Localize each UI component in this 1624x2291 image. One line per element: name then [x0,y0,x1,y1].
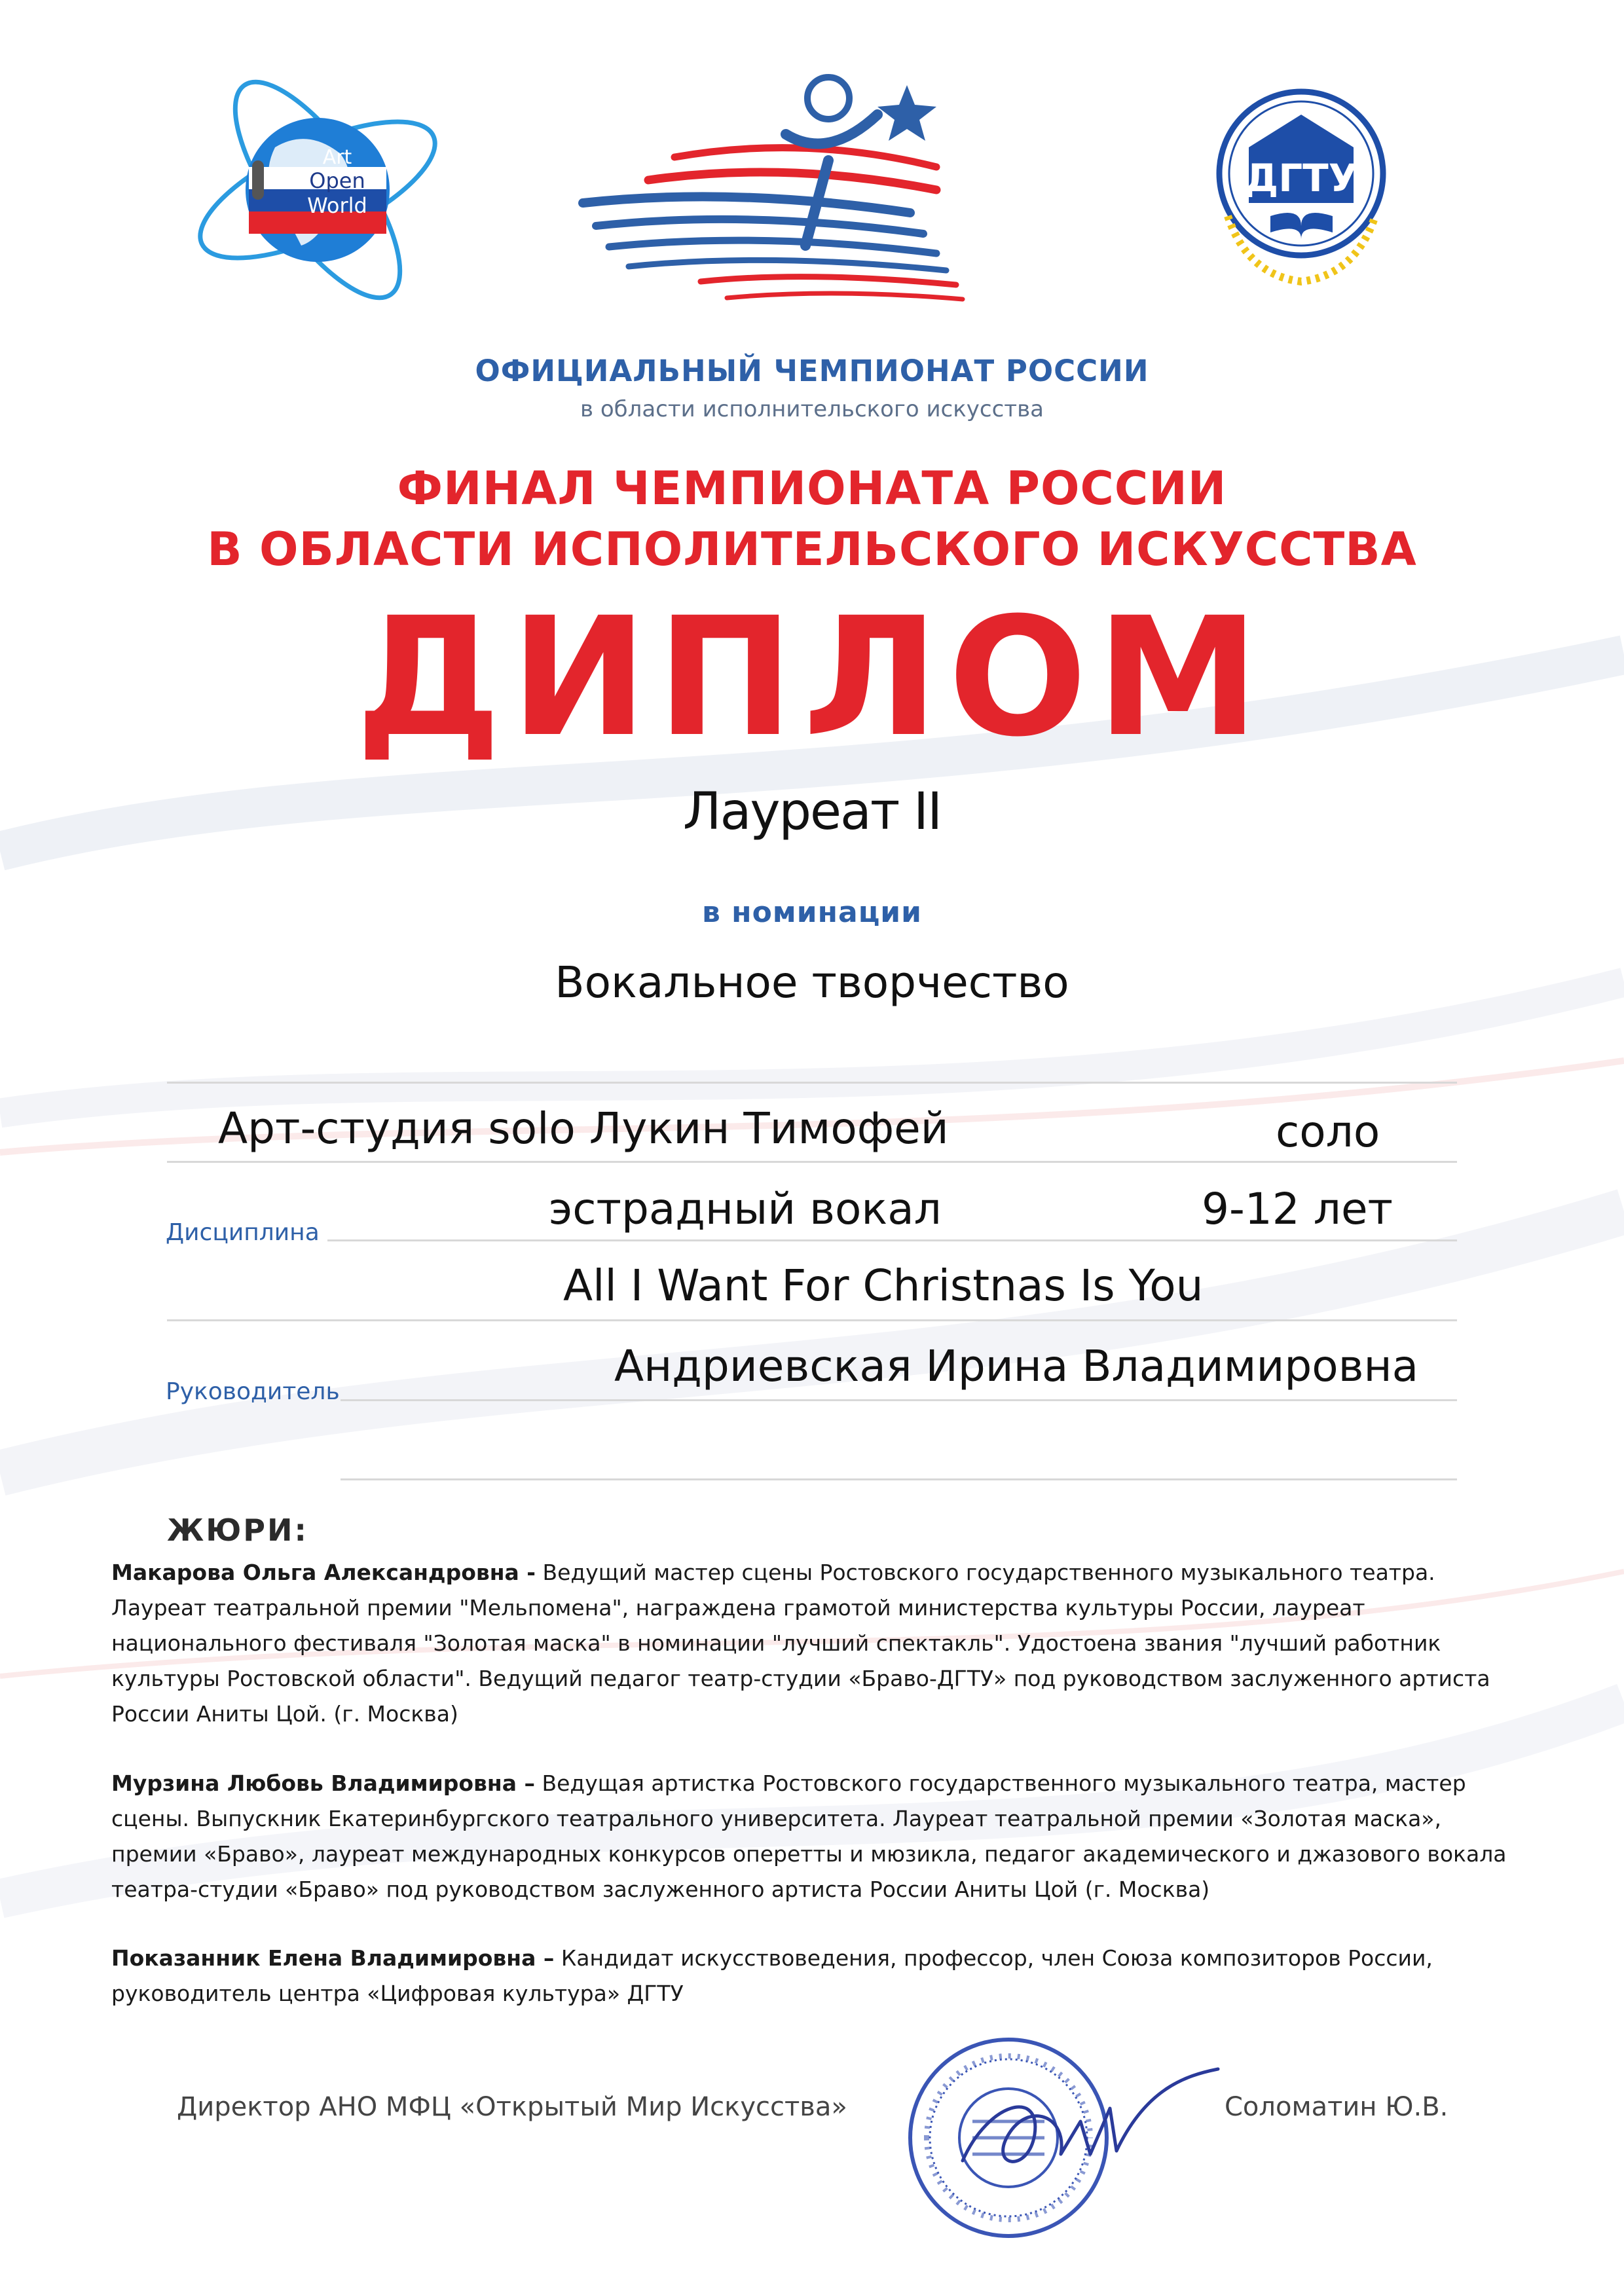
jury-member-1-name: Макарова Ольга Александровна - [111,1560,536,1585]
jury-member-1 [111,1555,1519,1732]
jury-member-2-desc: Ведущая артистка Ростовского государственного музыкального театра, мастер сцены. Выпускник Екатеринбургского театрального университета. Лауреат театральной премии «Золотая маска», премии «Браво», лауреат международных конкурсов оперетты и мюзикла, педагог академического и джазового вокала театра-студии «Браво» под руководством заслуженного артиста России Аниты Цой (г. Москва) [111,1770,1507,1902]
form-line-1 [167,1082,1457,1084]
signer-name: Соломатин Ю.В. [1225,2092,1449,2122]
form-line-4 [167,1319,1457,1321]
form-line-3 [327,1239,1457,1241]
jury-member-3-desc: Кандидат искусствоведения, профессор, член Союза композиторов России, руководитель центра «Цифровая культура» ДГТУ [111,1945,1433,2006]
official-championship-subtitle: в области исполнительского искусства [580,396,1044,422]
final-title-line2: В ОБЛАСТИ ИСПОЛИТЕЛЬСКОГО ИСКУССТВА [207,522,1417,576]
participant-name: Арт-студия solo Лукин Тимофей [218,1103,949,1154]
championship-logo [570,62,1028,318]
award-title: Лауреат II [682,782,942,841]
performance-format: соло [1276,1107,1380,1157]
aow-line3: World [307,193,367,218]
jury-member-2 [111,1766,1519,1907]
director-title: Директор АНО МФЦ «Открытый Мир Искусства» [177,2092,847,2122]
aow-line1: Art [322,146,352,169]
aow-line2: Open [309,168,365,193]
signature [950,2062,1225,2193]
dgtu-logo [1208,85,1395,288]
discipline-value: эстрадный вокал [549,1184,942,1234]
form-line-5 [341,1399,1457,1401]
final-title-line1: ФИНАЛ ЧЕМПИОНАТА РОССИИ [397,462,1227,515]
leader-name: Андриевская Ирина Владимировна [614,1341,1419,1391]
official-championship-title: ОФИЦИАЛЬНЫЙ ЧЕМПИОНАТ РОССИИ [475,354,1149,388]
discipline-label: Дисциплина [166,1219,320,1246]
nomination-label: в номинации [702,896,922,929]
form-line-2 [167,1161,1457,1163]
jury-member-1-desc: Ведущий мастер сцены Ростовского государственного музыкального театра. Лауреат театральной премии "Мельпомена", награждена грамотой министерства культуры России, лауреат национального фестиваля "Золотая маска" в номинации "лучший спектакль". Удостоена звания "лучший работник культуры Ростовской области". Ведущий педагог театр-студии «Браво-ДГТУ» под руководством заслуженного артиста России Аниты Цой. (г. Москва) [111,1560,1490,1727]
nomination-value: Вокальное творчество [555,957,1069,1008]
diploma-title: ДИПЛОМ [355,582,1269,773]
dgtu-text: ДГТУ [1244,156,1358,200]
jury-member-2-name: Мурзина Любовь Владимировна – [111,1770,535,1796]
form-line-6 [341,1478,1457,1480]
leader-label: Руководитель [166,1378,340,1405]
song-title: All I Want For Christnas Is You [563,1260,1204,1311]
jury-member-3 [111,1941,1519,2011]
age-category: 9-12 лет [1202,1184,1393,1234]
jury-title: ЖЮРИ: [167,1512,308,1548]
art-open-world-logo [177,49,452,311]
jury-member-3-name: Показанник Елена Владимировна – [111,1945,555,1971]
